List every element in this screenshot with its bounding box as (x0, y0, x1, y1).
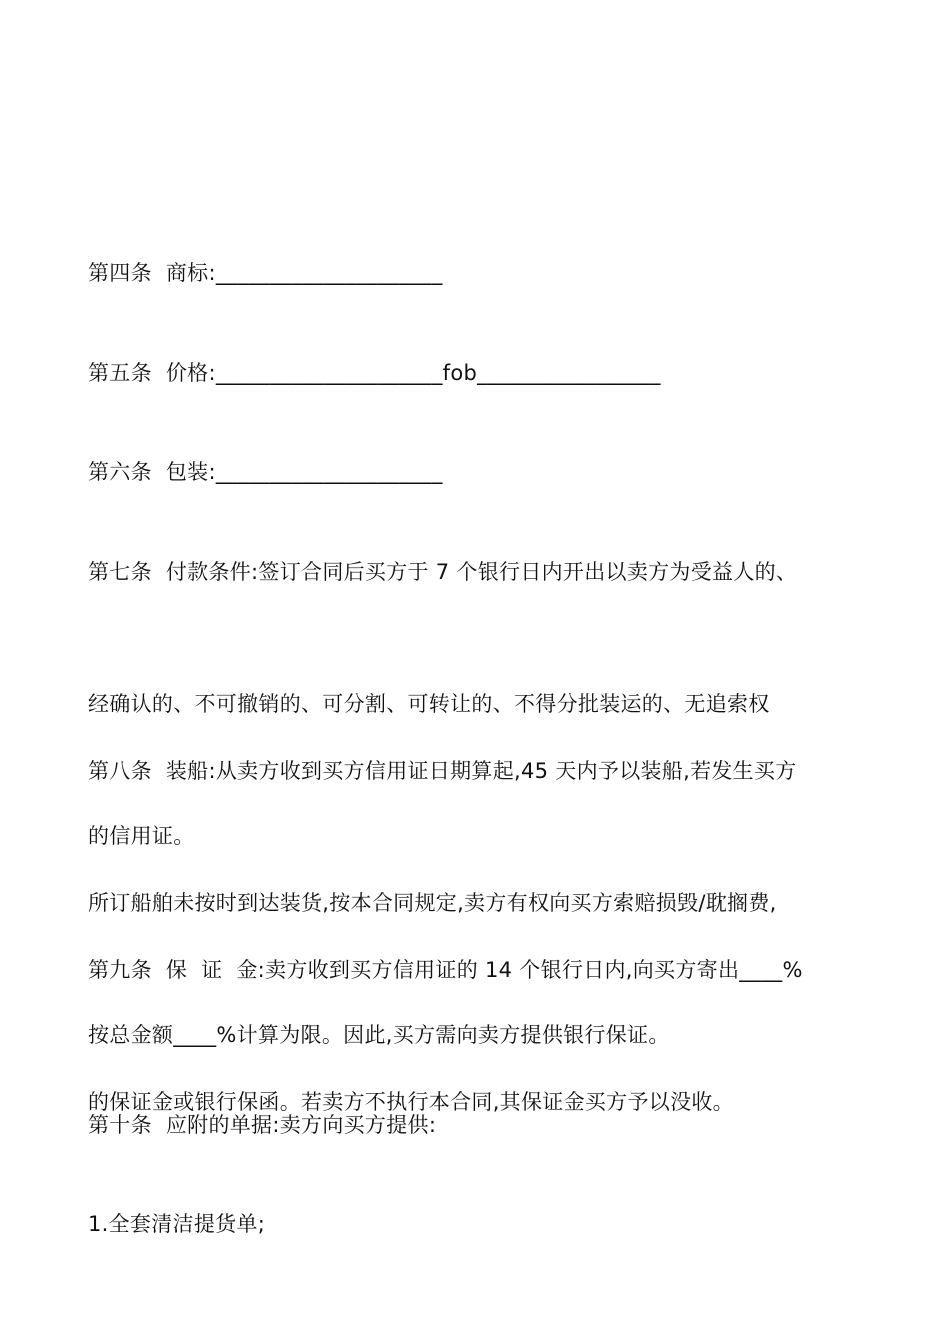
document-item-1 (88, 1114, 888, 1334)
article-10-line-1: 第十条 应附的单据:卖方向买方提供: (88, 1113, 437, 1137)
article-4-line-1: 第四条 商标:_____________________ (88, 261, 443, 285)
item-1-line-1: 1.全套清洁提货单; (88, 1212, 266, 1236)
article-7-line-1: 第七条 付款条件:签订合同后买方于 7 个银行日内开出以卖方为受益人的、 (88, 560, 798, 584)
article-9-line-2: 的保证金或银行保函。若卖方不执行本合同,其保证金买方予以没收。 (88, 1090, 734, 1114)
article-6-line-1: 第六条 包装:_____________________ (88, 460, 443, 484)
article-9-line-1: 第九条 保 证 金:卖方收到买方信用证的 14 个银行日内,向买方寄出____% (88, 958, 803, 982)
article-7-line-3: 的信用证。 (88, 824, 195, 848)
article-5-line-1: 第五条 价格:_____________________fob_________________ (88, 361, 661, 385)
article-8-line-3: 按总金额____%计算为限。因此,买方需向卖方提供银行保证。 (88, 1023, 670, 1047)
article-8-line-2: 所订船舶未按时到达装货,按本合同规定,卖方有权向买方索赔损毁/耽搁费, (88, 891, 777, 915)
article-7-line-2: 经确认的、不可撤销的、可分割、可转让的、不得分批装运的、无追索权 (88, 692, 770, 716)
article-8-line-1: 第八条 装船:从卖方收到买方信用证日期算起,45 天内予以装船,若发生买方 (88, 759, 797, 783)
